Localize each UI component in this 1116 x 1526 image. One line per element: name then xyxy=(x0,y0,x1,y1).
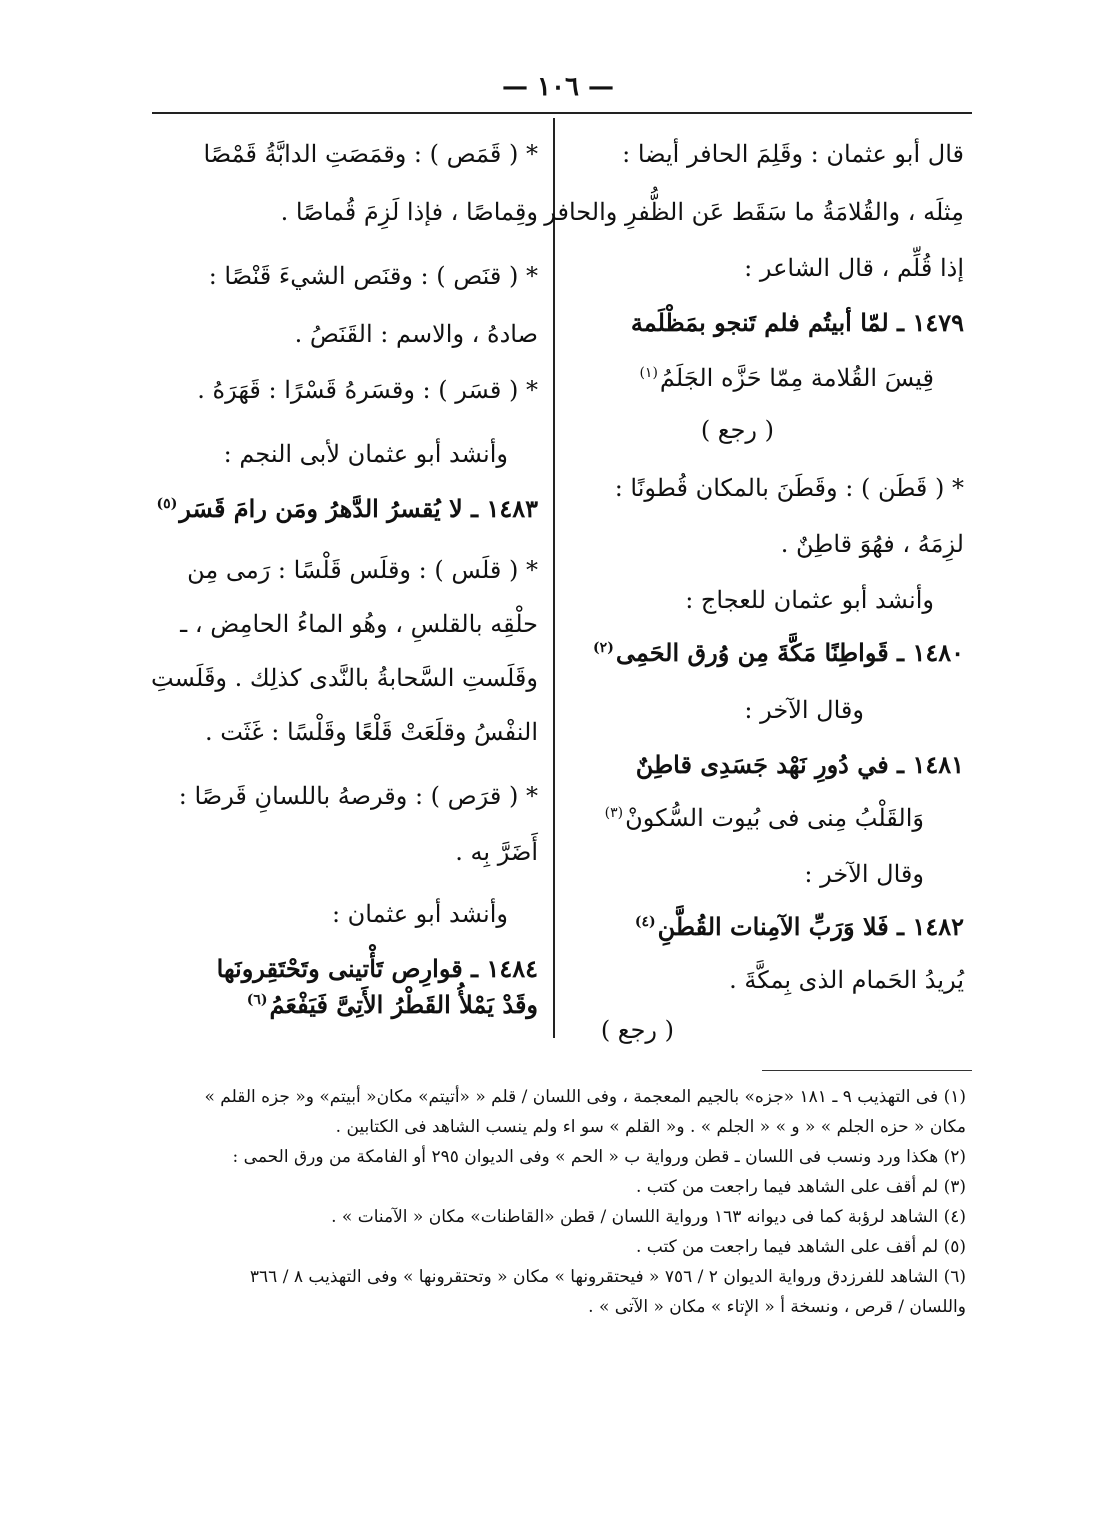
verse-line xyxy=(593,638,964,667)
footnote-line: (٤) الشاهد لرؤبة كما فى ديوانه ١٦٣ ورواية اللسان / قطن «القاطنات» مكان « الآمنات » . xyxy=(331,1207,966,1227)
text-line xyxy=(544,198,964,226)
line-text: ١٤٧٩ ـ لمّا أبيتُم فلم تَنجو بمَظْلَمة xyxy=(630,308,964,337)
line-text: * ( قرَص ) : وقرصهُ باللسانِ قَرصًا : xyxy=(178,782,538,810)
line-text: ١٤٨٠ ـ قَواطِنًا مَكَّةَ مِن وُرق الحَمِى xyxy=(615,638,964,667)
line-text: * ( قسَر ) : وقسَرهُ قَسْرًا : قَهَرَهُ . xyxy=(197,376,538,404)
line-text: وأنشد أبو عثمان : xyxy=(331,900,508,928)
line-text: ١٤٨٤ ـ قوارِص تَأْتينى وتَحْتَقِرونَها xyxy=(216,954,538,983)
text-line xyxy=(281,198,538,226)
text-line xyxy=(209,262,538,290)
verse-line xyxy=(636,750,964,779)
verse-line xyxy=(631,308,964,337)
text-line xyxy=(224,440,508,468)
line-text: إذا قُلِّم ، قال الشاعر : xyxy=(744,254,964,282)
line-text: يُريدُ الحَمام الذى بِمكَّةَ . xyxy=(729,966,964,994)
footnote-marker: (٢) xyxy=(593,640,614,656)
footnote-line: (٥) لم أقف على الشاهد فيما راجعت من كتب . xyxy=(635,1237,966,1257)
column-divider xyxy=(553,118,555,1038)
text-line xyxy=(744,254,964,282)
footnote-marker: (٥) xyxy=(156,496,178,512)
line-text: ١٤٨٣ ـ لا يُقسرُ الدَّهرُ ومَن رامَ قَسَر xyxy=(179,494,538,523)
text-line xyxy=(729,966,964,994)
line-text: ١٤٨٢ ـ فَلا وَرَبِّ الآمِنات القُطَّنِ xyxy=(657,912,964,941)
line-text: * ( قلَس ) : وقلَس قَلْسًا : رَمى مِن xyxy=(187,556,538,584)
footnote-marker: (٦) xyxy=(246,992,268,1008)
text-line xyxy=(622,140,964,168)
verse-line xyxy=(247,990,538,1019)
text-line xyxy=(455,838,538,866)
footnote-marker: (١) xyxy=(639,365,658,381)
text-line xyxy=(601,1016,674,1044)
line-text: * ( قَطَن ) : وقَطَنَ بالمكان قُطونًا : xyxy=(614,474,964,502)
text-line xyxy=(701,416,774,444)
line-text: * ( قنَص ) : وقنَص الشيءَ قَنْصًا : xyxy=(208,262,538,290)
verse-line xyxy=(157,494,538,523)
text-line xyxy=(781,530,964,558)
line-text: ١٤٨١ ـ في دُورِ نَهْد جَسَدِى قاطِنٌ xyxy=(635,750,964,779)
text-line xyxy=(605,804,924,832)
footnote-rule xyxy=(762,1070,972,1071)
text-line xyxy=(685,586,934,614)
line-text: وَالقَلْبُ مِنى فى بُيوت السُّكونْ xyxy=(625,804,924,832)
footnote-marker: (٤) xyxy=(634,914,656,930)
footnotes xyxy=(150,1082,966,1322)
footnote-line: واللسان / قرص ، ونسخة أ « الإتاء » مكان « الآتى » . xyxy=(588,1297,966,1317)
text-line xyxy=(151,664,538,692)
line-text: وقال الآخر : xyxy=(804,860,924,888)
text-line xyxy=(197,376,538,404)
text-line xyxy=(295,320,538,348)
text-line xyxy=(744,696,864,724)
footnote-line: مكان « حزه الجلم » « و » « الجلم » . و« القلم » سو اء ولم ينسب الشاهد فى الكتابين . xyxy=(335,1117,966,1137)
text-line xyxy=(179,782,538,810)
footnote-line: (١) فى التهذيب ٩ ـ ١٨١ «جزه» بالجيم المعجمة ، وفى اللسان / قلم « «أتيتم» مكان« أبيتم» و« جزه القلم » xyxy=(204,1087,966,1107)
header-rule xyxy=(152,112,972,114)
line-text: وأنشد أبو عثمان لأبى النجم : xyxy=(223,440,508,468)
line-text: وقَلَستِ السَّحابةُ بالنَّدى كذلِك . وقَلَستِ xyxy=(151,664,538,692)
text-line xyxy=(332,900,508,928)
line-text: * ( قَمَص ) : وقمَصَتِ الدابَّةُ قَمْصًا xyxy=(203,140,538,168)
footnote-marker: (٣) xyxy=(604,805,624,821)
verse-line xyxy=(635,912,964,941)
text-line xyxy=(615,474,964,502)
line-text: قِيسَ القُلامة مِمّا حَزَّه الجَلَمُ xyxy=(659,364,934,392)
text-line xyxy=(187,556,538,584)
text-line xyxy=(205,718,538,746)
footnote-line: (٦) الشاهد للفرزدق ورواية الديوان ٢ / ٧٥٦ « فيحتقرونها » مكان « وتحتقرونها » وفى التهذيب ٨ / ٣٦٦ xyxy=(249,1267,966,1287)
line-text: مِثلَه ، والقُلامَةُ ما سَقَط عَن الظُّفرِ والحافر xyxy=(544,198,964,226)
line-text: لزِمَهُ ، فهُوَ قاطِنٌ . xyxy=(780,530,964,558)
page-number: — ١٠٦ — xyxy=(501,72,615,102)
line-text: وقَدْ يَمْلأُ القَطْرُ الأَتِىَّ فَيَفْعَمُ xyxy=(269,990,538,1019)
text-line xyxy=(203,140,538,168)
text-line xyxy=(180,610,538,638)
line-text: وقال الآخر : xyxy=(744,696,864,724)
text-line xyxy=(804,860,924,888)
footnote-line: (٣) لم أقف على الشاهد فيما راجعت من كتب . xyxy=(635,1177,966,1197)
line-text: ( رجع ) xyxy=(700,416,774,444)
text-line xyxy=(639,364,934,392)
line-text: النفْسُ وقلَعَتْ قَلْعًا وقَلْسًا : غَثَت . xyxy=(205,718,538,746)
verse-line xyxy=(217,954,538,983)
line-text: صادهُ ، والاسم : القَنَصُ . xyxy=(294,320,538,348)
line-text: وأنشد أبو عثمان للعجاج : xyxy=(685,586,934,614)
line-text: حلْقِه بالقلسِ ، وهُو الماءُ الحامِض ، ـ xyxy=(180,610,538,638)
line-text: أَضَرَّ بِه . xyxy=(455,838,538,866)
line-text: وقِماصًا ، فإذا لَزِمَ قُماصًا . xyxy=(280,198,538,226)
line-text: ( رجع ) xyxy=(600,1016,674,1044)
line-text: قال أبو عثمان : وقَلِمَ الحافر أيضا : xyxy=(622,140,964,168)
footnote-line: (٢) هكذا ورد ونسب فى اللسان ـ قطن ورواية ب « الحم » وفى الديوان ٢٩٥ أو الفامكة من ورق الحمى : xyxy=(232,1147,966,1167)
